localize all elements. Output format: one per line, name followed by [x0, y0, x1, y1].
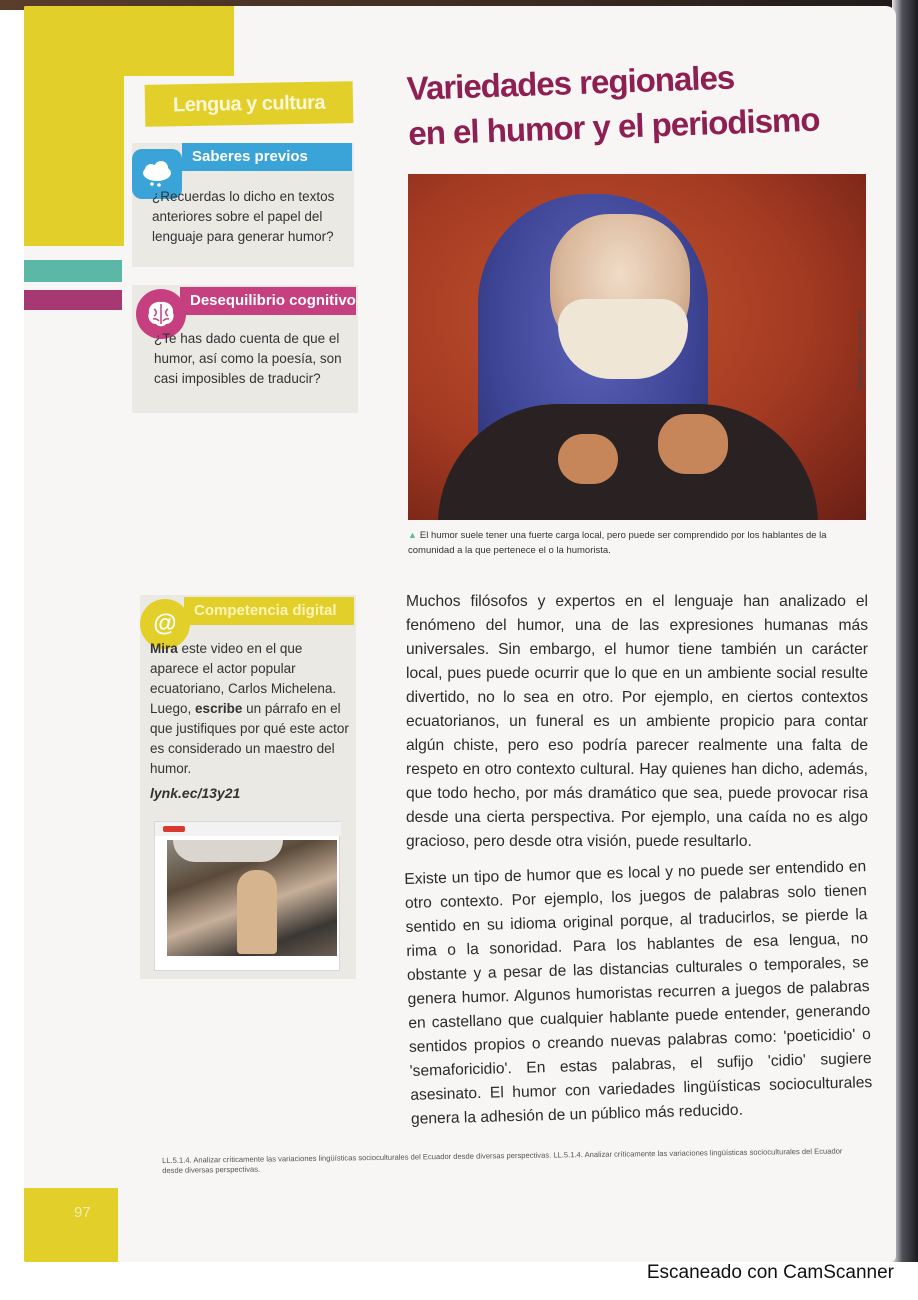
- competencia-digital-box: [140, 595, 356, 979]
- left-hand: [558, 434, 618, 484]
- actor-figure: [237, 870, 277, 954]
- title-line-2: en el humor y el periodismo: [407, 100, 821, 152]
- page-title: [406, 52, 820, 156]
- saberes-previos-text: ¿Recuerdas lo dicho en textos anteriores sobre el papel del lenguaje para generar humor?: [152, 189, 335, 244]
- competencia-digital-text: [150, 639, 350, 779]
- page-number: 97: [74, 1204, 91, 1221]
- instruction-text-part2: un párrafo en el que justifiques por qué este actor es considerado un maestro del humor.: [150, 701, 349, 776]
- umbrella-shape: [173, 840, 283, 862]
- dark-clothing: [438, 404, 818, 520]
- competencia-digital-heading: Competencia digital: [184, 597, 354, 625]
- video-thumbnail[interactable]: [154, 821, 340, 971]
- instruction-text-part1: este video en el que aparece el actor popular ecuatoriano, Carlos Michelena. Luego,: [150, 641, 337, 716]
- instruction-verb-mira: Mira: [150, 641, 178, 656]
- body-paragraph-2: Existe un tipo de humor que es local y no puede ser entendido en otro contexto. Por ejemplo, los juegos de palabras solo tienen sentido en su idioma original porque, al traducirlos, se pierde la rima o la sonoridad. Para los hablantes de esa lengua, no obstante y a pesar de las distancias culturales o temporales, se genera humor. Algunos humoristas recurren a juegos de palabras en castellano que cualquier hablante puede entender, generando sentidos propios o creando nuevas palabras como: 'poeticidio' o 'semaforicidio'. En estas palabras, el sufijo 'cidio' sugiere asesinato. El humor con variedades lingüísticas socioculturales genera la adhesión de un público más reducido.: [404, 858, 873, 1128]
- teal-stripe: [24, 260, 122, 282]
- curriculum-footnote: LL.5.1.4. Analizar críticamente las variaciones lingüísticas socioculturales del Ecuador desde diversas perspectivas. LL.5.1.4. Analizar críticamente las variaciones lingüísticas socioculturales del Ecuador desde diversas perspectivas.: [162, 1146, 843, 1175]
- humorist-photo: [408, 174, 866, 520]
- section-label: Lengua y cultura: [145, 81, 354, 127]
- video-player-bar: [155, 822, 341, 836]
- video-still-image: [167, 840, 337, 956]
- desequilibrio-cognitivo-text: ¿Te has dado cuenta de que el humor, así como la poesía, son casi imposibles de traducir?: [154, 331, 342, 386]
- right-hand: [658, 414, 728, 474]
- video-logo-icon: [163, 826, 185, 832]
- video-link[interactable]: lynk.ec/13y21: [150, 785, 241, 801]
- desequilibrio-cognitivo-heading: Desequilibrio cognitivo: [180, 287, 356, 315]
- title-line-1: Variedades regionales: [406, 58, 735, 107]
- at-icon: @: [140, 599, 190, 649]
- photo-caption-text: El humor suele tener una fuerte carga local, pero puede ser comprendido por los hablantes de la comunidad a la que pertenece el o la humorista.: [408, 530, 827, 556]
- camscanner-watermark: Escaneado con CamScanner: [646, 1262, 894, 1283]
- body-paragraph-1: Muchos filósofos y expertos en el lenguaje han analizado el fenómeno del humor, una de las expresiones humanas más universales. Sin embargo, el humor tiene también un carácter local, pues puede ocurrir que lo que en un ambiente social resulte divertido, no lo sea en otro. Por ejemplo, en ciertos contextos ecuatorianos, un funeral es un ambiente propicio para contar algún chiste, pero eso podría parecer realmente una falta de respeto en otro contexto cultural. Hay quienes han dicho, además, que todo hecho, por más dramático que sea, puede provocar risa desde una cierta perspectiva. Por ejemplo, una caída no es algo gracioso, pero desde otra visión, puede resultarlo.: [406, 593, 868, 850]
- photo-credit: Michelena C. www.carlos.com: [858, 309, 864, 390]
- desequilibrio-cognitivo-box: [132, 285, 358, 413]
- page-number-tab: [24, 1188, 118, 1262]
- photo-caption: [408, 528, 868, 558]
- saberes-previos-box: [132, 143, 354, 267]
- magenta-stripe: [24, 290, 122, 310]
- instruction-verb-escribe: escribe: [195, 701, 243, 716]
- saberes-previos-heading: Saberes previos: [182, 143, 352, 171]
- triangle-marker-icon: ▲: [408, 530, 417, 540]
